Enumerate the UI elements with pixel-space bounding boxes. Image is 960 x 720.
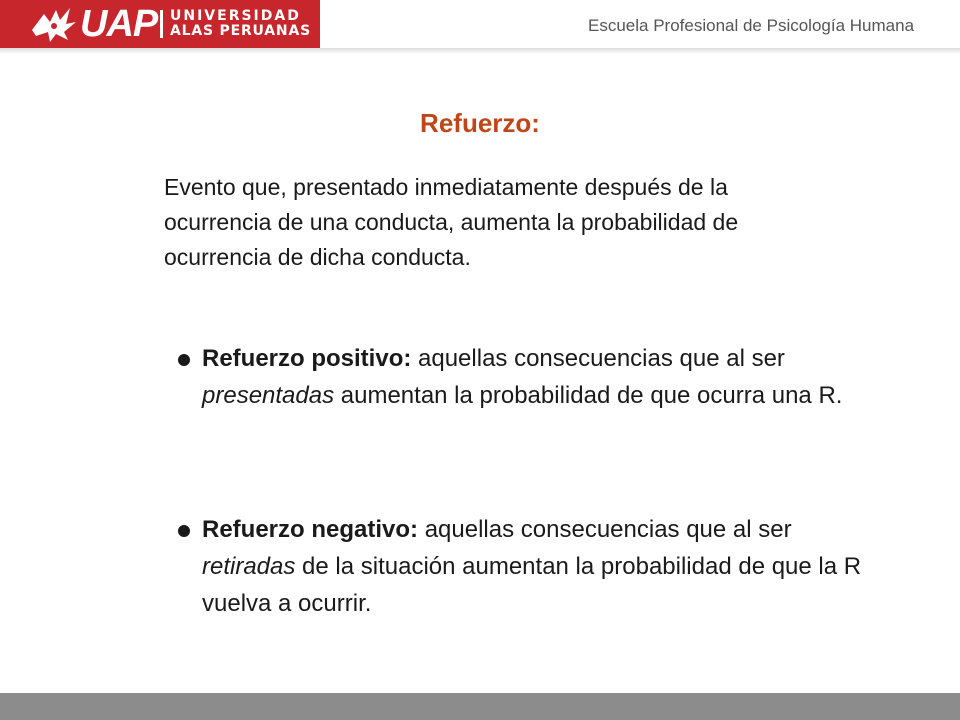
bullet-text-before: aquellas consecuencias que al ser xyxy=(411,345,785,372)
bullet-text xyxy=(202,511,882,622)
bullet-text-after: aumentan la probabilidad de que ocurra una R. xyxy=(334,382,843,409)
footer-bar xyxy=(0,693,960,720)
slide-title: Refuerzo: xyxy=(420,108,540,138)
definition-text: Evento que, presentado inmediatamente después de la ocurrencia de una conducta, aumenta la probabilidad de ocurrencia de dicha conducta. xyxy=(164,174,739,270)
logo-acronym: UAP xyxy=(80,3,158,45)
header-shadow xyxy=(0,48,960,54)
university-logo xyxy=(0,0,320,48)
school-name: Escuela Profesional de Psicología Humana xyxy=(588,16,915,35)
bullet-text-before: aquellas consecuencias que al ser xyxy=(418,516,792,543)
header-bar xyxy=(0,0,960,48)
bullet-term: Refuerzo positivo: xyxy=(202,345,412,372)
bullet-text xyxy=(202,340,882,414)
logo-name-line2: ALAS PERUANAS xyxy=(170,23,311,39)
logo-name-line1: UNIVERSIDAD xyxy=(170,8,301,24)
logo-divider xyxy=(160,10,163,38)
bullet-emphasis: retiradas xyxy=(202,553,296,580)
bullet-dot-icon xyxy=(178,354,190,366)
eagle-emblem-icon xyxy=(30,4,78,44)
bullet-text-after: de la situación aumentan la probabilidad de que la R vuelva a ocurrir. xyxy=(202,553,862,617)
bullet-term: Refuerzo negativo: xyxy=(202,516,419,543)
bullet-dot-icon xyxy=(178,525,190,537)
bullet-emphasis: presentadas xyxy=(202,382,335,409)
